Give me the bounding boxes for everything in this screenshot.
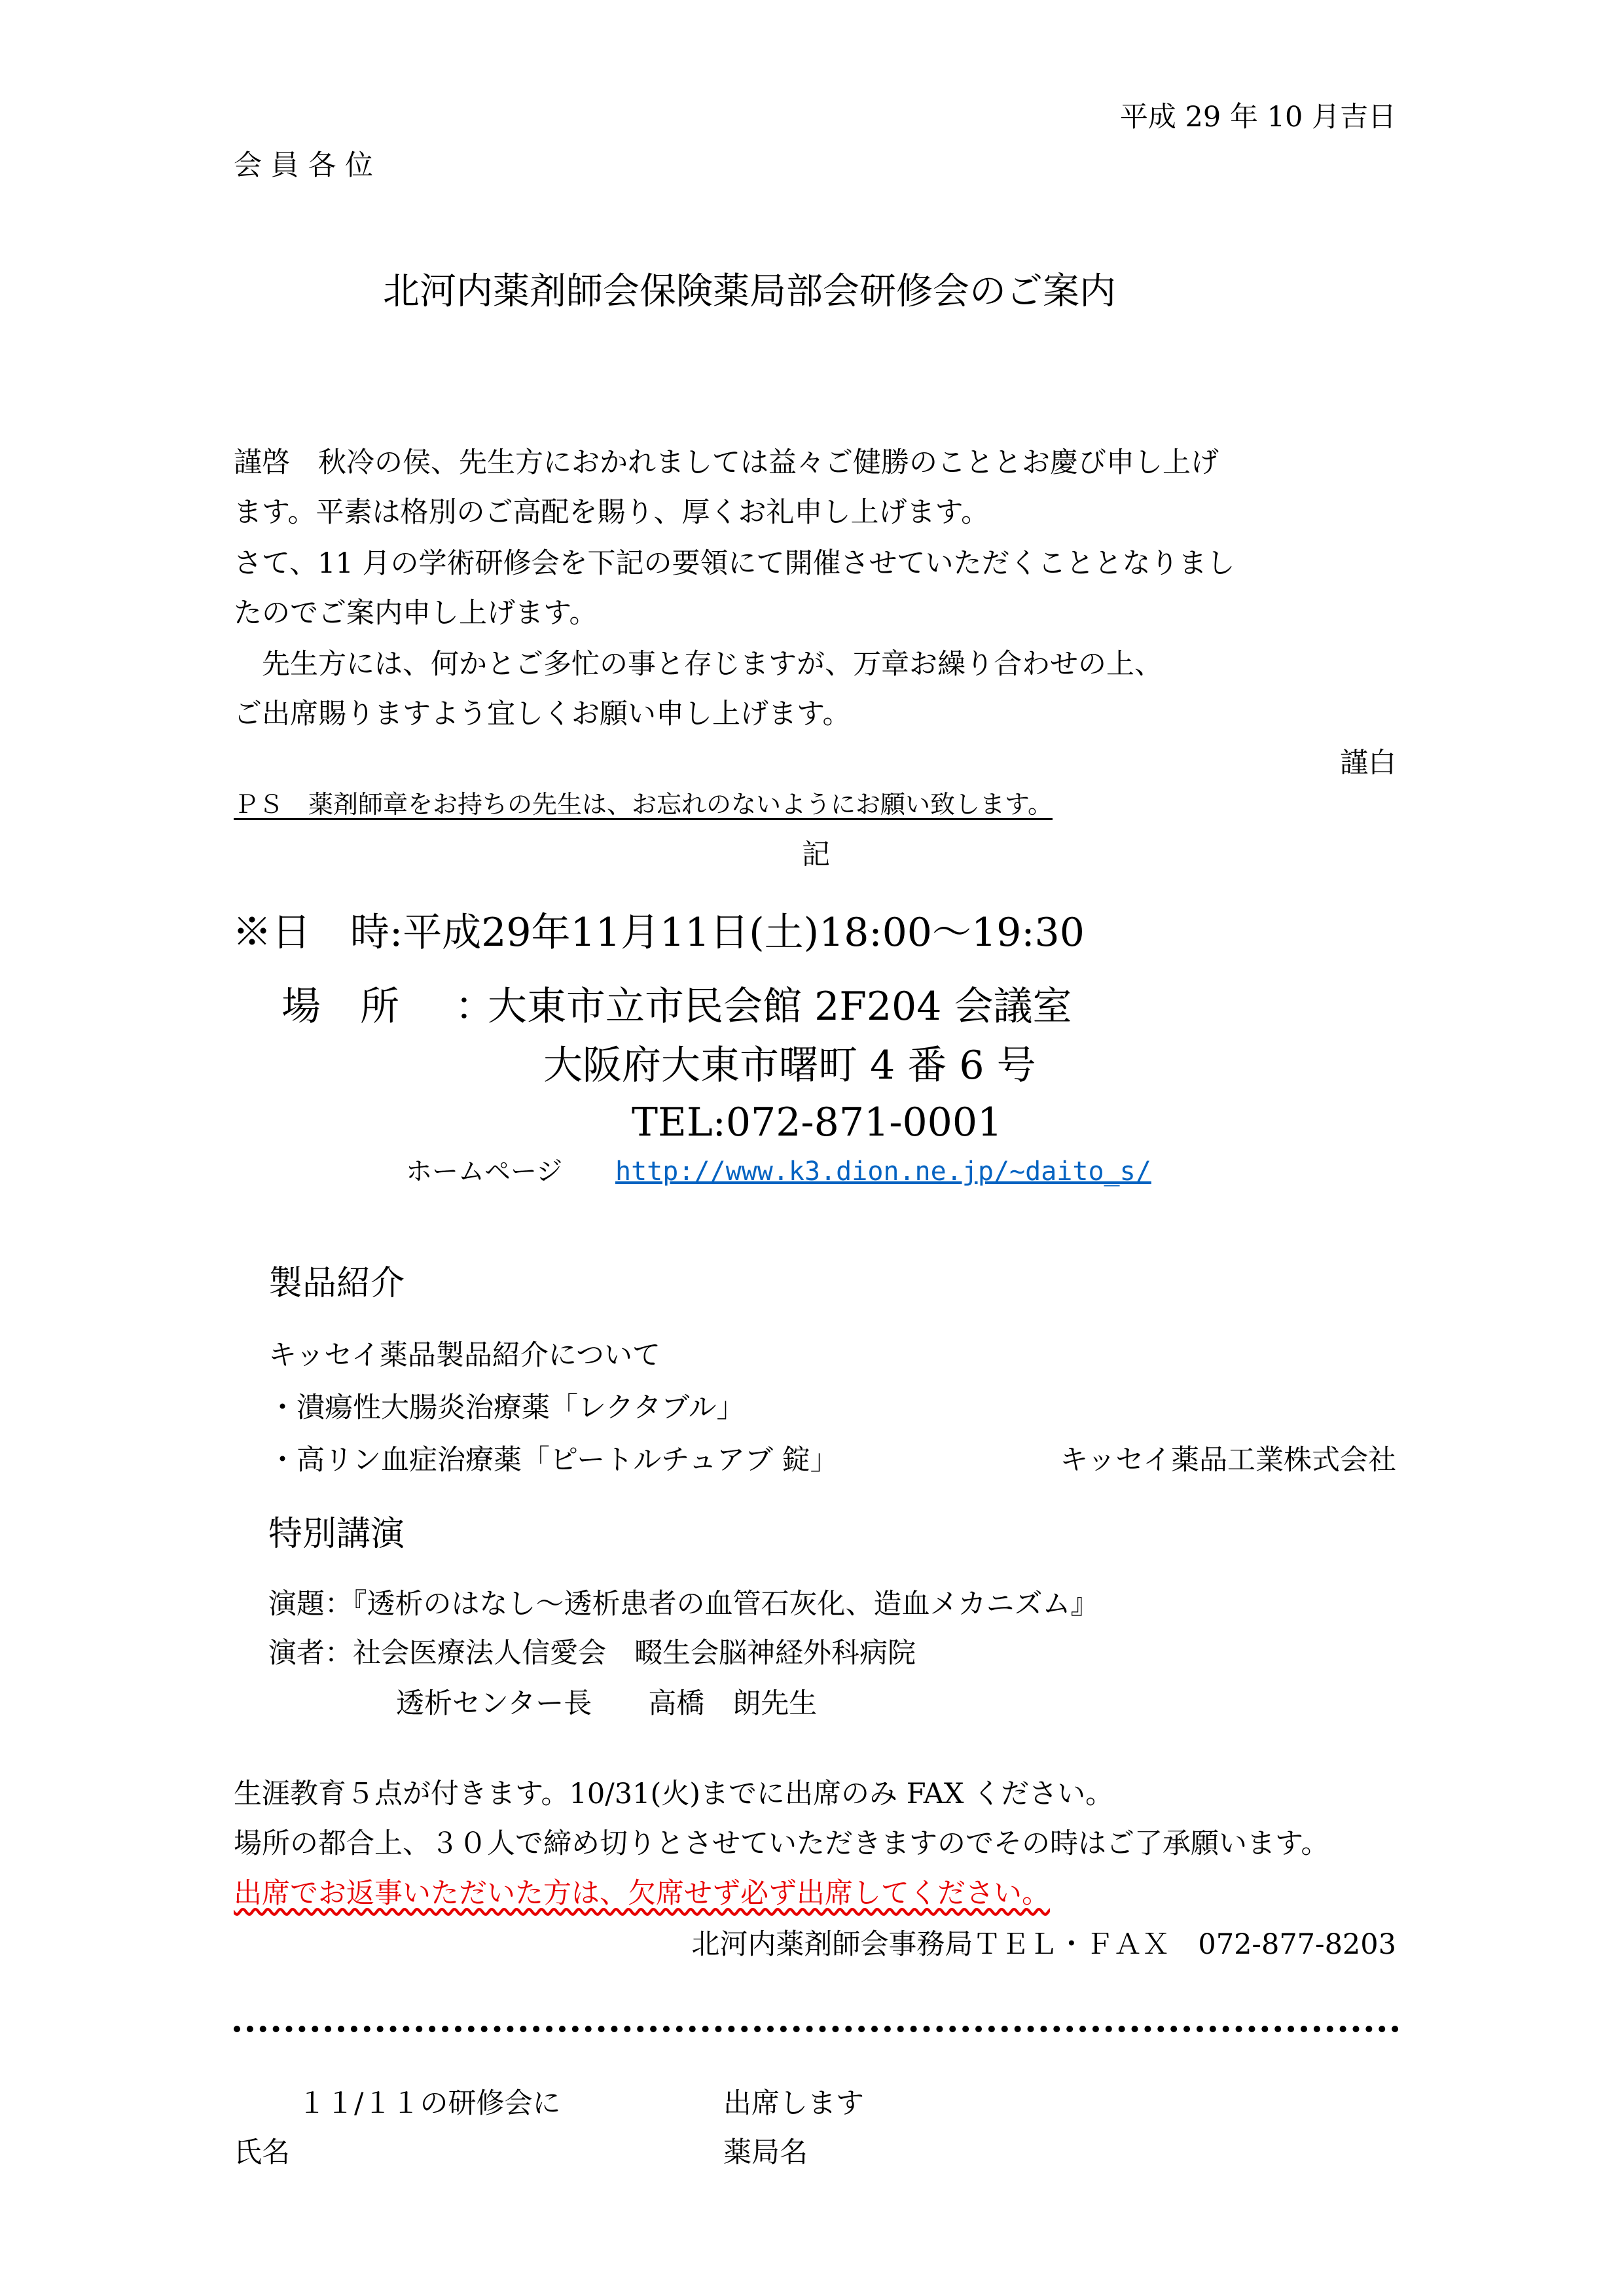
lecture-speaker-title: 透析センター長 高橋 朗先生: [396, 1687, 818, 1720]
letter-line-4: たのでご案内申し上げます。: [234, 597, 598, 630]
lecture-title: 演題：『透析のはなし～透析患者の血管石灰化、造血メカニズム』: [268, 1588, 1099, 1621]
product-heading: 製品紹介: [268, 1264, 405, 1303]
letter-line-2: ます。平素は格別のご高配を賜り、厚くお礼申し上げます。: [234, 496, 990, 529]
capacity-note: 場所の都合上、３０人で締め切りとさせていただきますのでその時はご了承願います。: [234, 1827, 1329, 1860]
reply-pharmacy-label: 薬局名: [723, 2136, 808, 2169]
closing-kinhaku: 謹白: [1340, 747, 1396, 780]
homepage-label: ホームページ: [406, 1157, 563, 1187]
venue-address: 大阪府大東市曙町 4 番 6 号: [543, 1043, 1036, 1088]
letter-line-5: 先生方には、何かとご多忙の事と存じますが、万章お繰り合わせの上、: [262, 648, 1163, 681]
letter-line-6: ご出席賜りますよう宜しくお願い申し上げます。: [234, 698, 851, 730]
office-contact: 北河内薬剤師会事務局ＴＥＬ・ＦＡＸ 072-877-8203: [691, 1928, 1396, 1961]
attendance-warning: 出席でお返事いただいた方は、欠席せず必ず出席してください。: [234, 1877, 1050, 1910]
product-company: キッセイ薬品工業株式会社: [1060, 1444, 1396, 1477]
reply-attend: 出席します: [723, 2087, 864, 2120]
venue-separator: ：: [455, 984, 494, 1030]
product-item-2: ・高リン血症治療薬「ピートルチュアブ 錠」: [268, 1444, 839, 1477]
lecture-speaker: 演者：社会医療法人信愛会 畷生会脳神経外科病院: [268, 1637, 916, 1670]
homepage-link[interactable]: http://www.k3.dion.ne.jp/~daito_s/: [615, 1157, 1151, 1187]
document-date: 平成 29 年 10 月吉日: [1119, 101, 1396, 134]
cme-note: 生涯教育５点が付きます。10/31(火)までに出席のみ FAX ください。: [234, 1778, 1114, 1810]
venue-tel: TEL:072-871-0001: [632, 1100, 1003, 1145]
product-item-1: ・潰瘍性大腸炎治療薬「レクタブル」: [268, 1391, 745, 1424]
document-title: 北河内薬剤師会保険薬局部会研修会のご案内: [383, 270, 1116, 313]
venue-label: 場 所: [281, 984, 399, 1030]
lecture-heading: 特別講演: [268, 1515, 405, 1554]
venue-name: 大東市立市民会館 2F204 会議室: [488, 984, 1072, 1030]
cut-line-divider: [234, 2026, 1399, 2032]
ps-note: ＰＳ 薬剤師章をお持ちの先生は、お忘れのないようにお願い致します。: [234, 790, 1053, 819]
event-datetime: ※日 時:平成29年11月11日(土)18:00～19:30: [232, 910, 1085, 956]
product-intro: キッセイ薬品製品紹介について: [268, 1339, 660, 1372]
letter-line-3: さて、11 月の学術研修会を下記の要領にて開催させていただくこととなりまし: [234, 547, 1235, 580]
reply-name-label: 氏名: [234, 2136, 290, 2169]
addressee: 会 員 各 位: [234, 149, 374, 182]
reply-seminar: １１/１１の研修会に: [298, 2087, 561, 2120]
letter-line-1: 謹啓 秋冷の侯、先生方におかれましては益々ご健勝のこととお慶び申し上げ: [234, 446, 1219, 479]
ki-marker: 記: [802, 838, 830, 871]
